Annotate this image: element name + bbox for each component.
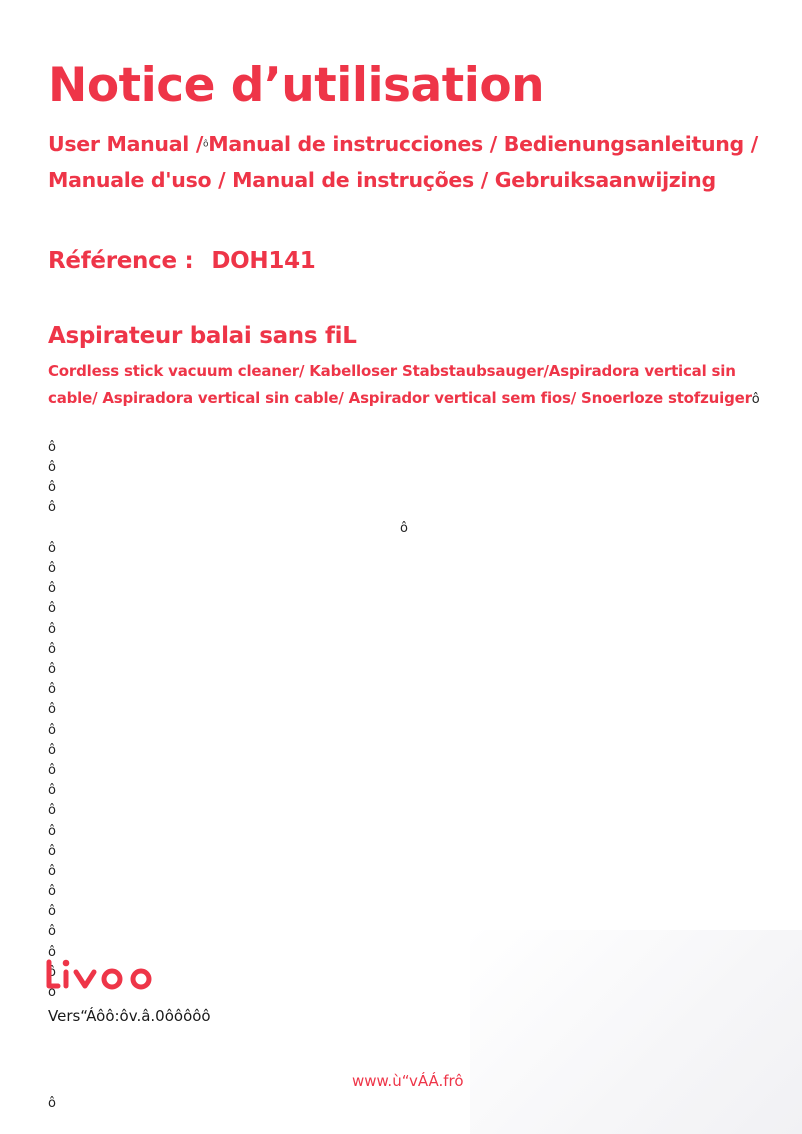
product-name: Aspirateur balai sans fiL: [48, 323, 357, 349]
placeholder-glyph: ô: [48, 924, 56, 939]
placeholder-glyph: ô: [48, 601, 56, 616]
placeholder-glyph: ô: [48, 460, 56, 475]
placeholder-glyph: ô: [48, 561, 56, 576]
background-gradient: [470, 930, 802, 1134]
subtitle-part-1: User Manual /: [48, 132, 204, 156]
product-description-glyph: ô: [751, 392, 760, 407]
placeholder-glyph: ô: [48, 803, 56, 818]
placeholder-glyph: ô: [48, 763, 56, 778]
reference-code: DOH141: [211, 248, 316, 274]
placeholder-glyph: ô: [48, 844, 56, 859]
placeholder-glyph: ô: [48, 723, 56, 738]
subtitle-part-2: Manual de instrucciones / Bedienungsanleitung / Manuale d'uso / Manual de instruções / Gebruiksaanwijzing: [48, 132, 758, 192]
placeholder-glyph: ô: [48, 743, 56, 758]
livoo-logo: [44, 952, 160, 998]
placeholder-glyph: ô: [48, 783, 56, 798]
placeholder-glyph: ô: [48, 682, 56, 697]
language-subtitle: [48, 127, 768, 198]
placeholder-glyph: ô: [48, 864, 56, 879]
placeholder-glyph: ô: [48, 884, 56, 899]
placeholder-glyph: ô: [48, 581, 56, 596]
placeholder-glyph: ô: [48, 702, 56, 717]
livoo-logo-mark: [44, 952, 160, 994]
placeholder-glyph: ô: [48, 622, 56, 637]
placeholder-glyph: ô: [48, 945, 56, 960]
version-text: Vers“Áôô:ôv.â.0ôôôôô: [48, 1007, 211, 1025]
placeholder-glyph: ô: [48, 662, 56, 677]
placeholder-glyph: ô: [48, 440, 56, 455]
placeholder-glyph: ô: [48, 904, 56, 919]
subtitle-glyph: ô: [203, 139, 209, 150]
website-link[interactable]: www.ù“vÁÁ.frô: [352, 1072, 464, 1090]
placeholder-glyph-center: ô: [400, 521, 408, 536]
placeholder-glyph: ô: [48, 500, 56, 515]
product-description: [48, 358, 768, 413]
placeholder-glyph: ô: [48, 642, 56, 657]
placeholder-glyph: ô: [48, 541, 56, 556]
placeholder-glyph: ô: [48, 824, 56, 839]
product-description-text: Cordless stick vacuum cleaner/ Kabelloser Stabstaubsauger/Aspiradora vertical sin cable/ Aspiradora vertical sin cable/ Aspirador vertical sem fios/ Snoerloze stofzuiger: [48, 362, 752, 407]
placeholder-glyph: ô: [48, 965, 56, 980]
page-title: Notice d’utilisation: [48, 58, 545, 113]
footer-glyph: ô: [48, 1096, 56, 1111]
reference-line: [48, 248, 315, 274]
placeholder-glyph: ô: [48, 480, 56, 495]
reference-label: Référence :: [48, 248, 194, 274]
placeholder-glyph: ô: [48, 985, 56, 1000]
